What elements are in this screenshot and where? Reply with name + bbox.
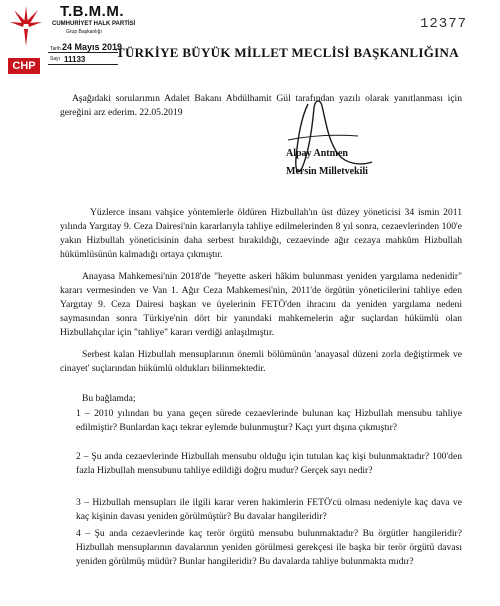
body-paragraph: Yüzlerce insanı vahşice yöntemlerle öldüren Hizbullah'ın üst düzey yöneticisi 34 ismin 2011 yılında Yargıtay 9. Ceza Dairesi'nin kararlarıyla tahliye edilmelerinden 8 yıl sonra, cezaevlerinden 100'e yakın Hizbullah yöneticisinin daha serbest bırakıldığı, cezaevinde ağır cezaya mahkûm Hizbullah hükümlüsünün kalmadığı ortaya çıkmıştır. (60, 207, 462, 260)
chp-logo-text: CHP (8, 58, 40, 74)
body-paragraph: Anayasa Mahkemesi'nin 2018'de "heyette askeri hâkim bulunması yeniden yargılama nedenidir" kararı vermesinden ve Van 1. Ağır Ceza Mahkemesi'nin, 2011'de örgütün yöneticilerini tahliye eden Yargıtay 9. Ceza Dairesi başkan ve üyelerinin FETÖ'den ihracını da yeniden yargılama nedeni saymasından sonra Türkiye'nin dört bir yanındaki mahkemelerin ağır suçlardan hükümlü olan Hizbullahçılar için "tahliye" kararı verdiği anlaşılmıştır. (60, 271, 462, 338)
number-label: Sayı (50, 56, 61, 62)
stamp-divider (48, 52, 118, 53)
party-name: CUMHURİYET HALK PARTİSİ (52, 21, 136, 27)
body-paragraph: Bu bağlamda; (82, 393, 136, 404)
question-item: 2 – Şu anda cezaevlerinde Hizbullah mensubu olduğu için tutulan kaç kişi bulunmaktadır? 100'den fazla Hizbullah mensubunu tahliye edildiği doğru mudur? Gerçek sayı nedir? (76, 451, 462, 476)
institution-name: T.B.M.M. (60, 3, 124, 20)
date-value: 24 Mayıs 2019 (62, 42, 123, 52)
date-label: Tarih (50, 46, 61, 52)
body-paragraph: Serbest kalan Hizbullah mensuplarının önemli bölümünün 'anayasal düzeni zorla değiştirmek ve cinayet' suçlarından hükümlü oldukları bilinmektedir. (60, 349, 462, 374)
chp-six-arrows-logo-icon (8, 4, 44, 50)
signatory-title: Mersin Milletvekili (286, 166, 368, 177)
question-item: 4 – Şu anda cezaevlerinde kaç terör örgütü mensubu bulunmaktadır? Bu örgütler hangileridir? Hizbullah mensuplarının davalarının yeniden görülmesi gerekçesi ile başka bir terör örgütü davası yeniden görülmüş müdür? Bunlar hangileridir? Bu davalarda tahliye bulunmakta mıdır? (76, 528, 462, 567)
signatory-name: Alpay Antmen (286, 148, 348, 159)
question-item: 1 – 2010 yılından bu yana geçen sürede cezaevlerinde bulunan kaç Hizbullah mensubu tahliye edilmiştir? Bunlardan kaçı tekrar eylemde bulunmuştur? Kaçı yurt dışına çıkmıştır? (76, 408, 462, 433)
document-number: 12377 (420, 16, 468, 32)
document-title: TÜRKİYE BÜYÜK MİLLET MECLİSİ BAŞKANLIĞINA (116, 45, 459, 60)
office-name: Grup Başkanlığı (66, 29, 102, 35)
number-value: 11133 (64, 55, 86, 64)
stamp-divider (48, 64, 118, 65)
question-item: 3 – Hizbullah mensupları ile ilgili karar veren hakimlerin FETÖ'cü olması nedeniyle kaç dava ve kaç kişinin davası yeniden görülmüştür? Bu davalar hangileridir? (76, 497, 462, 522)
intro-paragraph: Aşağıdaki sorularımın Adalet Bakanı Abdülhamit Gül tarafından yazılı olarak yanıtlanması için gereğini arz ederim. 22.05.2019 (60, 93, 462, 118)
